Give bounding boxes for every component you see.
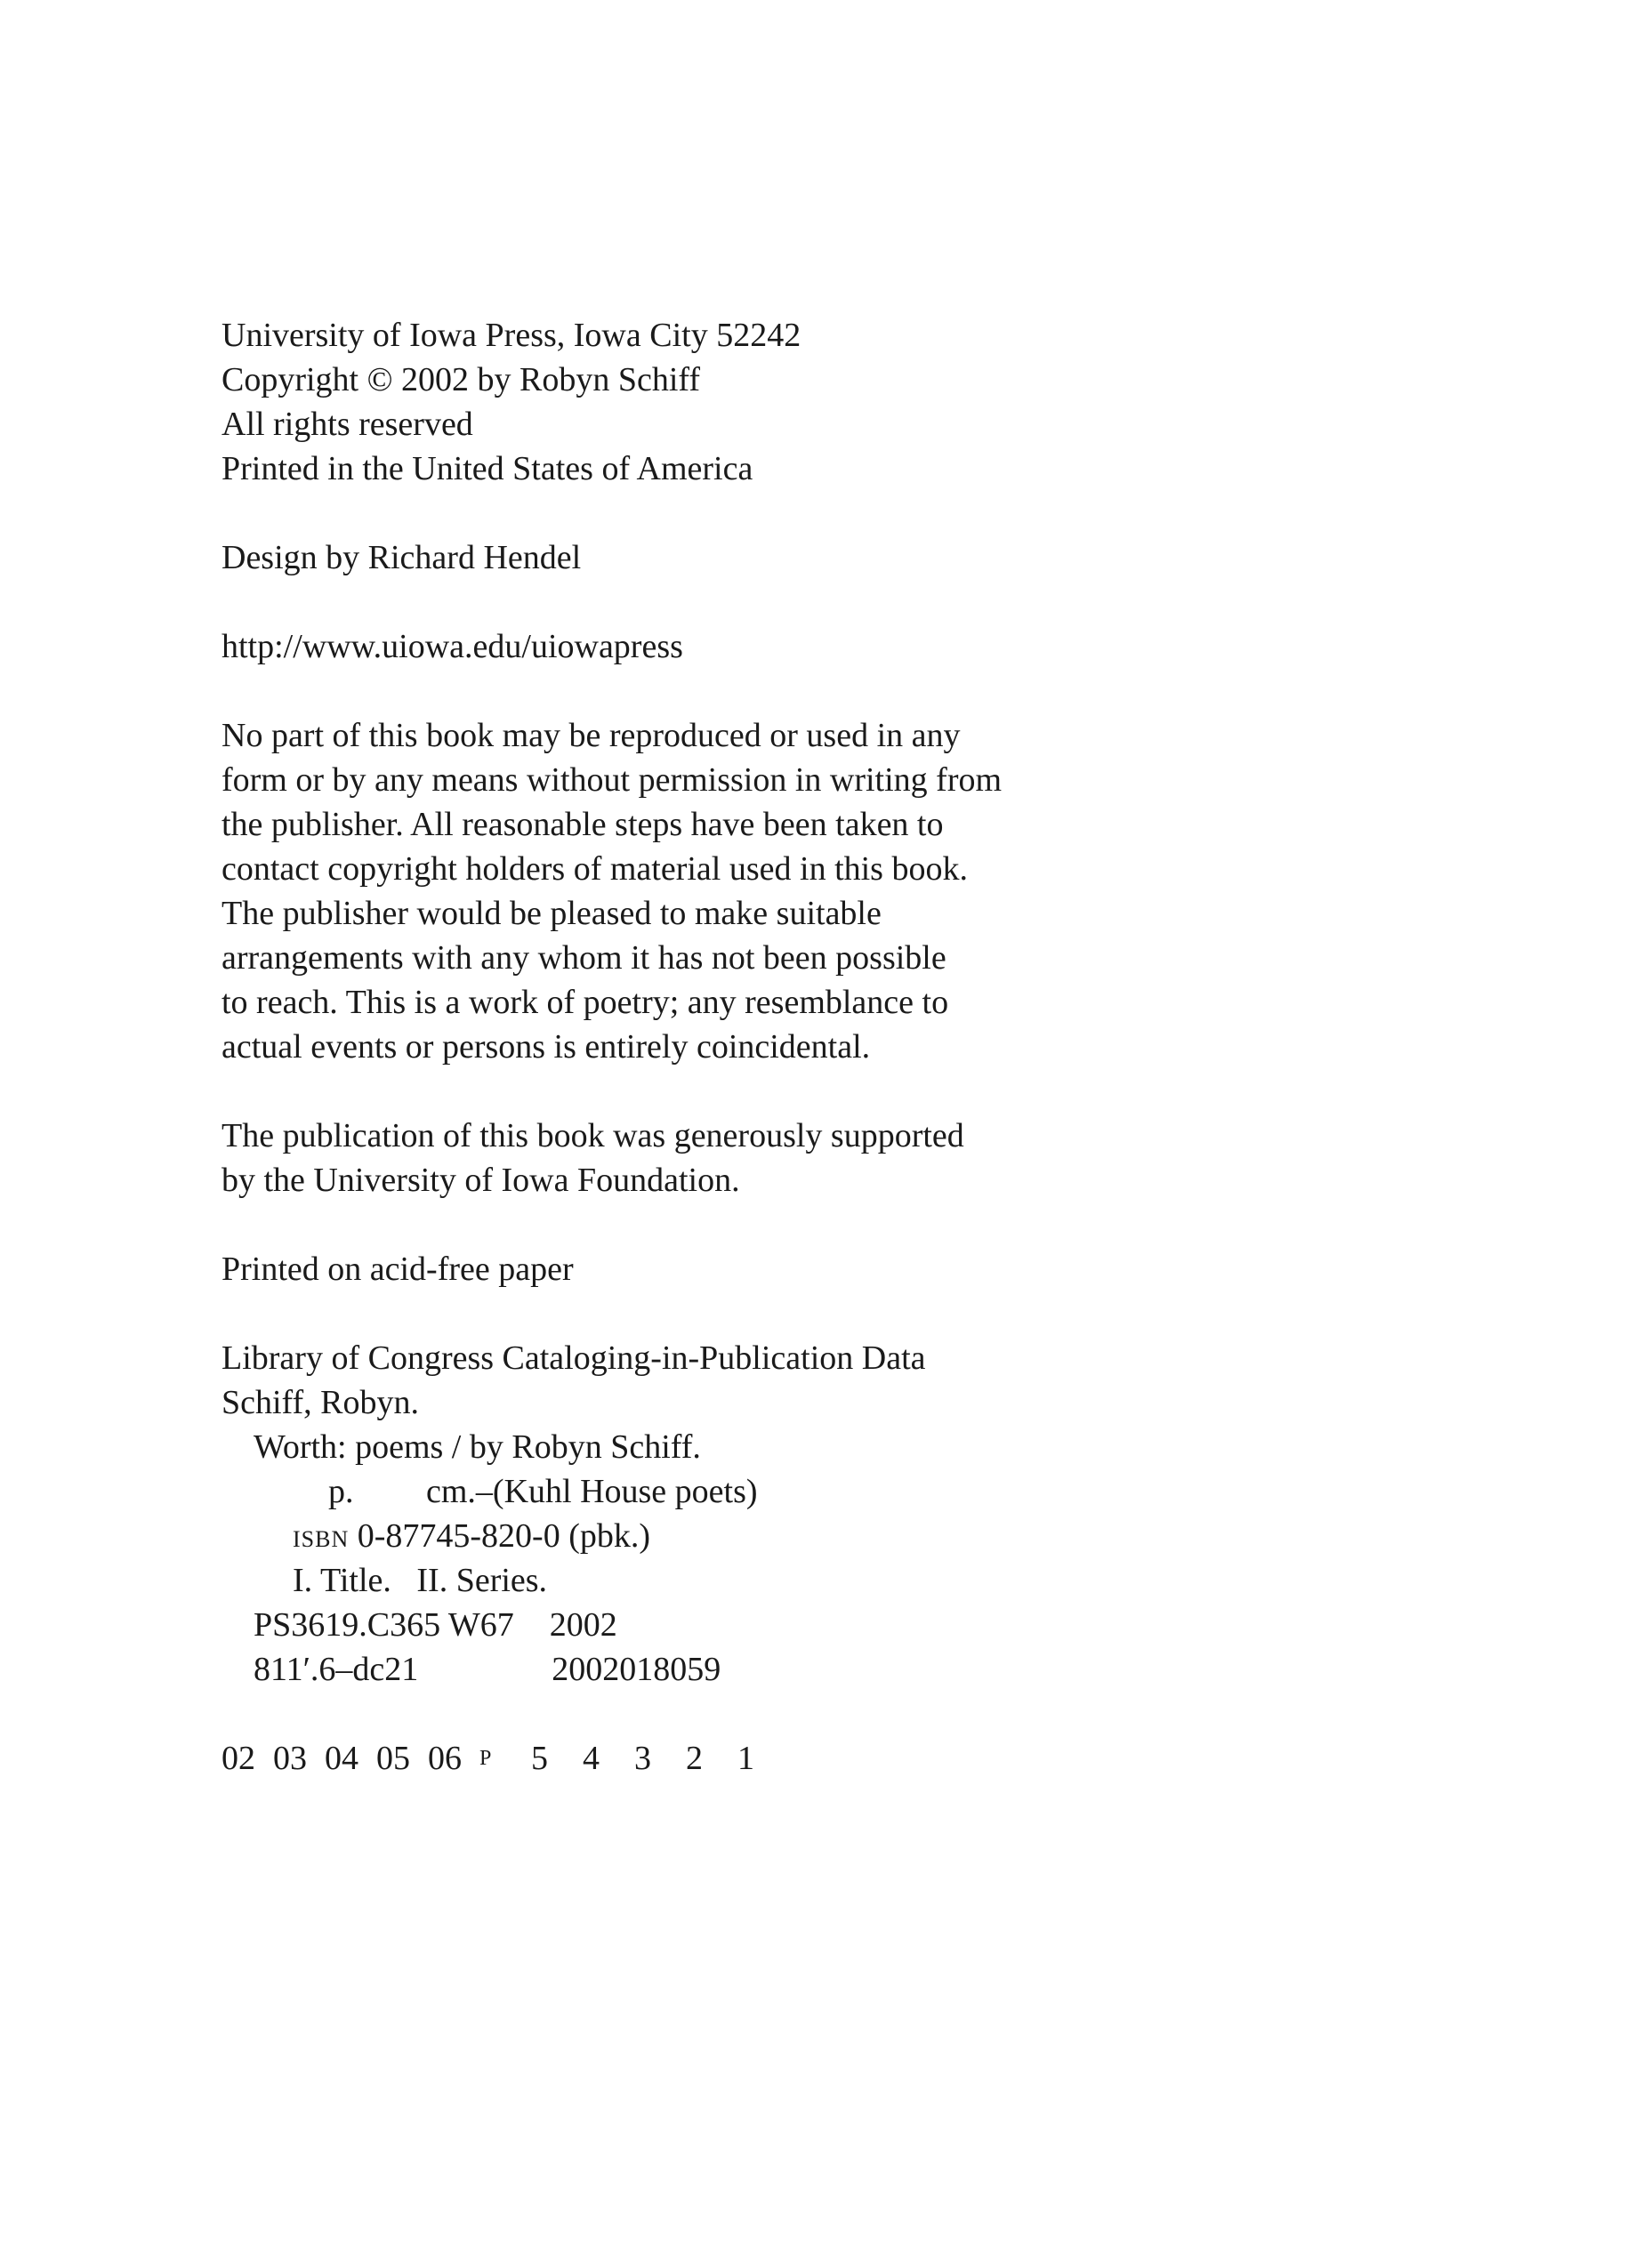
support-line: by the University of Iowa Foundation. — [221, 1162, 740, 1199]
notice-line: the publisher. All reasonable steps have been taken to — [221, 806, 944, 843]
press-url: http://www.uiowa.edu/uiowapress — [221, 628, 683, 665]
cip-author: Schiff, Robyn. — [221, 1384, 420, 1421]
notice-line: The publisher would be pleased to make suitable — [221, 895, 882, 932]
cip-isbn-label: ISBN — [293, 1526, 350, 1552]
cip-call-line — [221, 1603, 1289, 1647]
printing-format: P — [479, 1747, 493, 1770]
cip-call-year: 2002 — [549, 1606, 617, 1644]
printed-country: Printed in the United States of America — [221, 450, 753, 487]
cip-subjects: I. Title. II. Series. — [293, 1562, 548, 1599]
printing-number: 02 — [221, 1740, 255, 1777]
notice-line: contact copyright holders of material used in this book. — [221, 850, 968, 888]
printing-number: 3 — [634, 1740, 651, 1777]
copyright-page — [221, 313, 1289, 1781]
paper-note: Printed on acid-free paper — [221, 1251, 574, 1288]
cip-dewey: 811′.6–dc21 — [254, 1651, 419, 1688]
cip-call-number: PS3619.C365 W67 — [254, 1606, 514, 1644]
notice-line: No part of this book may be reproduced or used in any — [221, 717, 961, 754]
printing-number: 05 — [376, 1740, 410, 1777]
cip-dewey-line — [221, 1647, 1289, 1692]
rights-reserved: All rights reserved — [221, 406, 473, 443]
cip-isbn-line — [221, 1514, 1289, 1558]
cip-series: cm.–(Kuhl House poets) — [426, 1473, 758, 1510]
printing-line — [221, 1736, 1289, 1781]
printing-number: 06 — [428, 1740, 462, 1777]
cip-pages: p. — [328, 1473, 354, 1510]
notice-line: arrangements with any whom it has not been possible — [221, 939, 946, 977]
cip-physical — [221, 1469, 1289, 1514]
notice-line: form or by any means without permission in writing from — [221, 761, 1003, 799]
cip-title: Worth: poems / by Robyn Schiff. — [254, 1428, 701, 1466]
cip-lccn: 2002018059 — [552, 1651, 721, 1688]
printing-number: 4 — [583, 1740, 600, 1777]
copyright-notice: Copyright © 2002 by Robyn Schiff — [221, 361, 701, 398]
printing-number: 03 — [273, 1740, 307, 1777]
cip-heading: Library of Congress Cataloging-in-Publication Data — [221, 1339, 926, 1377]
printing-number: 2 — [686, 1740, 703, 1777]
printing-number: 5 — [531, 1740, 548, 1777]
design-credit: Design by Richard Hendel — [221, 539, 582, 576]
printing-number: 1 — [737, 1740, 754, 1777]
support-line: The publication of this book was generously supported — [221, 1117, 964, 1154]
notice-line: actual events or persons is entirely coincidental. — [221, 1028, 871, 1066]
publisher-address: University of Iowa Press, Iowa City 52242 — [221, 317, 801, 354]
notice-line: to reach. This is a work of poetry; any resemblance to — [221, 984, 949, 1021]
cip-isbn: 0-87745-820-0 (pbk.) — [357, 1517, 651, 1555]
printing-number: 04 — [325, 1740, 358, 1777]
